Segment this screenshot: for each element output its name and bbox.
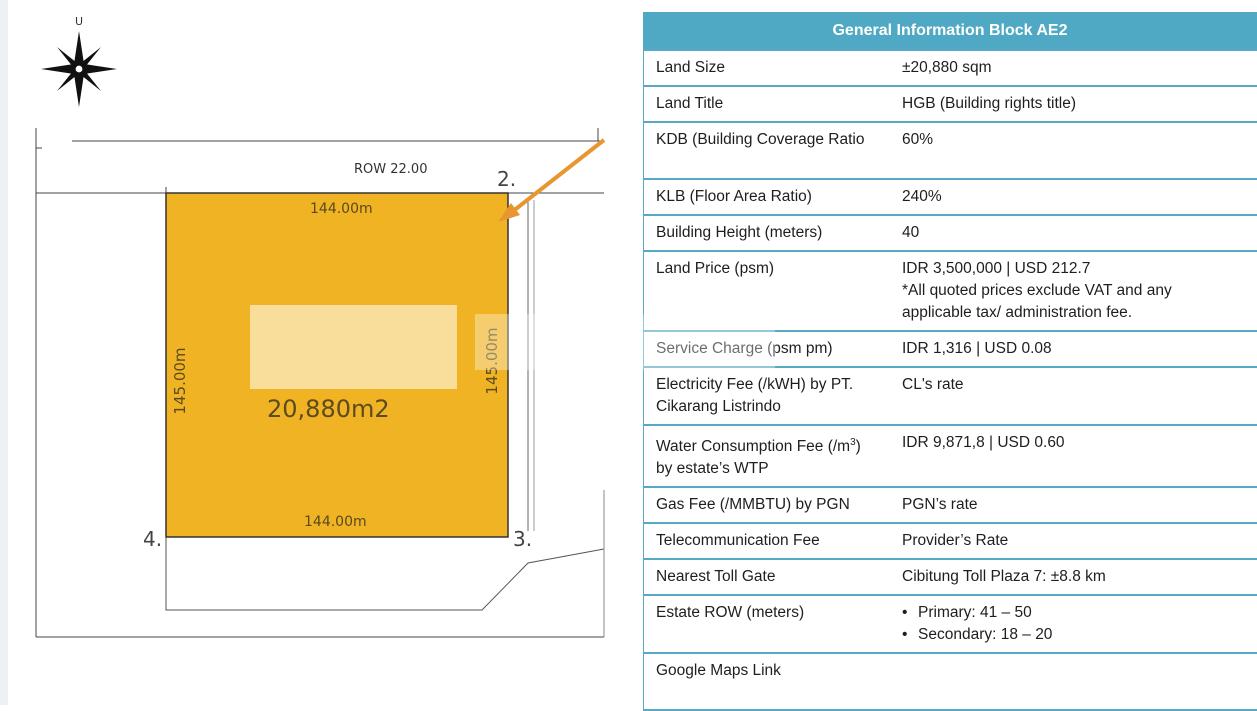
table-row (644, 425, 1257, 487)
row-key: Land Title (644, 86, 891, 122)
list-item: • Primary: 41 – 50 (918, 602, 1245, 624)
plot-area-label: 20,880m2 (267, 395, 390, 423)
row-value: 60% (890, 122, 1257, 179)
watermark-block (250, 305, 457, 389)
compass-north-label: U (75, 15, 84, 28)
table-row (644, 122, 1257, 179)
row-key: Telecommunication Fee (644, 523, 891, 559)
table-row (644, 653, 1257, 710)
row-key-text: Water Consumption Fee (/m (656, 438, 851, 456)
list-item: • Secondary: 18 – 20 (918, 624, 1245, 646)
row-key: Gas Fee (/MMBTU) by PGN (644, 487, 891, 523)
bottom-dimension: 144.00m (304, 514, 367, 530)
row-key-text: ) by estate’s WTP (656, 438, 861, 478)
table-row (644, 523, 1257, 559)
row-value: 240% (890, 179, 1257, 215)
row-key: KDB (Building Coverage Ratio (644, 122, 891, 179)
row-key (644, 425, 891, 487)
superscript-3: 3 (850, 437, 856, 448)
row-key: Nearest Toll Gate (644, 559, 891, 595)
table-row (644, 595, 1257, 653)
row-value: ±20,880 sqm (890, 50, 1257, 86)
row-key: Land Price (psm) (644, 251, 891, 331)
row-key: Service Charge (psm pm) (644, 331, 891, 367)
row-value: PGN’s rate (890, 487, 1257, 523)
row-key: KLB (Floor Area Ratio) (644, 179, 891, 215)
row-value: CL's rate (890, 367, 1257, 425)
google-maps-link[interactable]: Google Maps Link (644, 653, 891, 710)
row-key: Land Size (644, 50, 891, 86)
top-dimension: 144.00m (310, 201, 373, 217)
row-value (890, 595, 1257, 653)
row-value: Cibitung Toll Plaza 7: ±8.8 km (890, 559, 1257, 595)
row-value: Provider’s Rate (890, 523, 1257, 559)
watermark-overlay (475, 314, 775, 370)
estate-row-list (902, 602, 1245, 646)
corner-3-label: 3. (513, 527, 533, 551)
table-row (644, 215, 1257, 251)
row-value (890, 251, 1257, 331)
row-value: IDR 1,316 | USD 0.08 (890, 331, 1257, 367)
row-key: Building Height (meters) (644, 215, 891, 251)
right-dimension: 145.00m (483, 327, 501, 395)
land-price-value: IDR 3,500,000 | USD 212.7 (902, 260, 1091, 277)
row-value: 40 (890, 215, 1257, 251)
corner-2-label: 2. (497, 167, 517, 191)
table-row (644, 559, 1257, 595)
row-key: Estate ROW (meters) (644, 595, 891, 653)
table-row (644, 86, 1257, 122)
table-title: General Information Block AE2 (644, 13, 1257, 51)
table-row (644, 179, 1257, 215)
row-width-label: ROW 22.00 (354, 162, 428, 177)
table-row (644, 50, 1257, 86)
corner-4-label: 4. (143, 527, 163, 551)
table-row (644, 367, 1257, 425)
compass-icon (41, 31, 117, 107)
price-note: *All quoted prices exclude VAT and any applicable tax/ administration fee. (902, 282, 1172, 321)
left-dimension: 145.00m (171, 347, 189, 415)
row-value: IDR 9,871,8 | USD 0.60 (890, 425, 1257, 487)
table-row (644, 487, 1257, 523)
row-value: HGB (Building rights title) (890, 86, 1257, 122)
row-key: Electricity Fee (/kWH) by PT. Cikarang Listrindo (644, 367, 891, 425)
row-value (890, 653, 1257, 710)
